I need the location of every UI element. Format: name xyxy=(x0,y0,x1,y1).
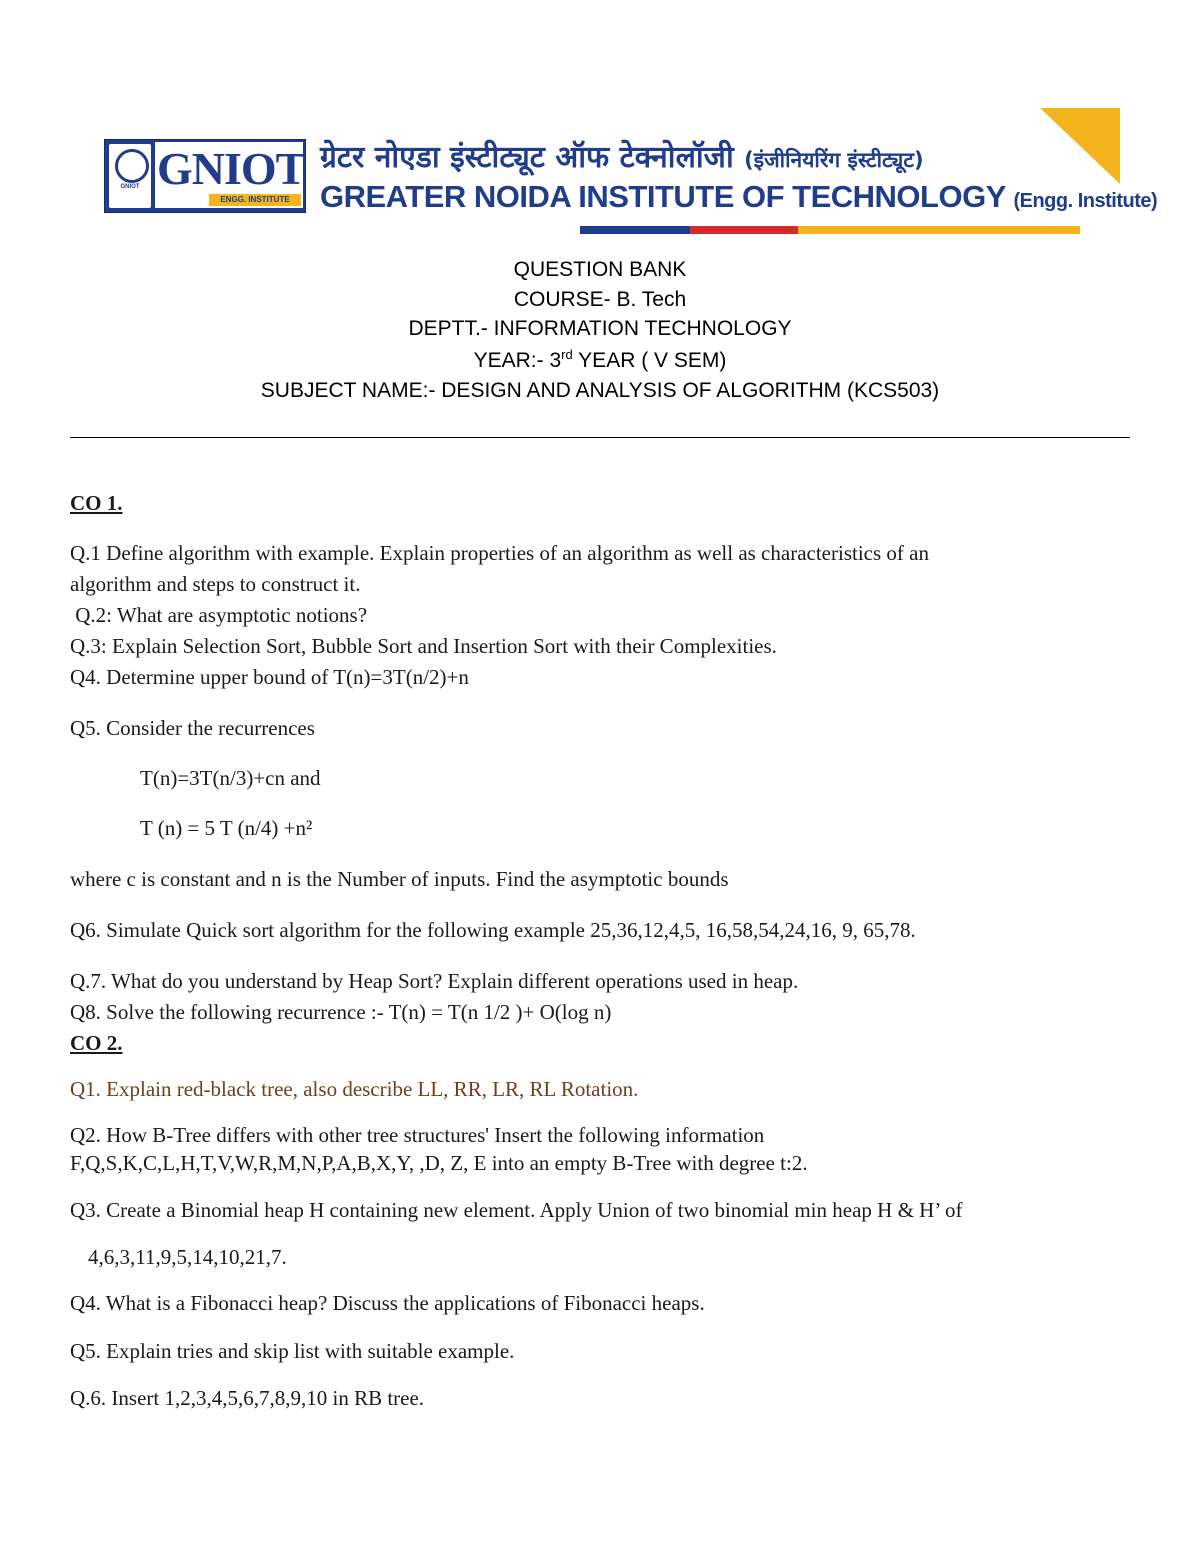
co2-heading: CO 2. xyxy=(70,1031,123,1055)
co1-q5-tail: where c is constant and n is the Number of inputs. Find the asymptotic bounds xyxy=(70,867,729,891)
co1-q5: Q5. Consider the recurrences xyxy=(70,716,315,740)
logo-letters: GNIOT xyxy=(157,143,306,194)
subject-line: SUBJECT NAME:- DESIGN AND ANALYSIS OF ALGORITHM (KCS503) xyxy=(260,379,940,402)
co2-q3-line1: Q3. Create a Binomial heap H containing new element. Apply Union of two binomial min heap H & H’ of xyxy=(70,1198,963,1222)
emblem-label: GNIOT xyxy=(120,184,140,190)
doc-title: QUESTION BANK xyxy=(513,258,687,281)
co1-q5-equation-2: T (n) = 5 T (n/4) +n² xyxy=(140,816,313,840)
year-suffix: YEAR ( V SEM) xyxy=(572,349,727,372)
co1-q1-line1: Q.1 Define algorithm with example. Explain properties of an algorithm as well as characteristics of an xyxy=(70,541,929,565)
co2-q2-line1: Q2. How B-Tree differs with other tree structures' Insert the following information xyxy=(70,1123,765,1147)
emblem-ring xyxy=(115,149,149,183)
course-line: COURSE- B. Tech xyxy=(513,288,687,311)
institute-name-hindi xyxy=(320,138,1090,180)
co1-q4: Q4. Determine upper bound of T(n)=3T(n/2)+n xyxy=(70,665,469,689)
co2-q1: Q1. Explain red-black tree, also describe LL, RR, LR, RL Rotation. xyxy=(70,1077,639,1101)
co2-q2-line2: F,Q,S,K,C,L,H,T,V,W,R,M,N,P,A,B,X,Y, ,D, Z, E into an empty B-Tree with degree t:2. xyxy=(70,1151,808,1175)
institute-name-hindi-main: ग्रेटर नोएडा इंस्टीट्यूट ऑफ टेक्नोलॉजी xyxy=(320,140,734,175)
header-divider xyxy=(70,437,1130,438)
bar-segment-blue xyxy=(580,226,690,234)
co2-q6: Q.6. Insert 1,2,3,4,5,6,7,8,9,10 in RB tree. xyxy=(70,1386,425,1410)
institute-name-hindi-suffix: (इंजीनियरिंग इंस्टीट्यूट) xyxy=(744,148,924,172)
tricolor-bar xyxy=(580,226,1080,234)
co1-q6: Q6. Simulate Quick sort algorithm for the following example 25,36,12,4,5, 16,58,54,24,16, 9, 65,78. xyxy=(70,918,916,942)
department-line: DEPTT.- INFORMATION TECHNOLOGY xyxy=(408,317,792,340)
gniot-logo xyxy=(104,139,306,213)
co1-q3: Q.3: Explain Selection Sort, Bubble Sort and Insertion Sort with their Complexities. xyxy=(70,634,777,658)
corner-accent-icon xyxy=(1040,108,1120,186)
institute-name-english-suffix: (Engg. Institute) xyxy=(1013,190,1158,212)
co1-q7: Q.7. What do you understand by Heap Sort? Explain different operations used in heap. xyxy=(70,969,799,993)
year-line xyxy=(0,347,1200,373)
co2-q4: Q4. What is a Fibonacci heap? Discuss the applications of Fibonacci heaps. xyxy=(70,1291,705,1315)
brand-mark xyxy=(155,142,306,208)
logo-subtitle: ENGG. INSTITUTE xyxy=(209,194,301,206)
co2-q5: Q5. Explain tries and skip list with suitable example. xyxy=(70,1339,515,1363)
institute-name-english xyxy=(320,178,1158,220)
year-ordinal: rd xyxy=(561,347,573,362)
bar-segment-gold xyxy=(798,226,1080,234)
co1-heading: CO 1. xyxy=(70,491,123,515)
institute-name-english-main: GREATER NOIDA INSTITUTE OF TECHNOLOGY xyxy=(320,179,1006,214)
co1-q1-line2: algorithm and steps to construct it. xyxy=(70,572,361,596)
institute-header xyxy=(0,0,1200,245)
co1-q2: Q.2: What are asymptotic notions? xyxy=(70,603,368,627)
co1-q8: Q8. Solve the following recurrence :- T(n) = T(n 1/2 )+ O(log n) xyxy=(70,1000,612,1024)
emblem-icon xyxy=(109,144,151,208)
year-prefix: YEAR:- 3 xyxy=(473,349,562,372)
bar-segment-red xyxy=(690,226,798,234)
co2-q3-line2: 4,6,3,11,9,5,14,10,21,7. xyxy=(88,1245,287,1269)
co1-q5-equation-1: T(n)=3T(n/3)+cn and xyxy=(140,766,321,790)
